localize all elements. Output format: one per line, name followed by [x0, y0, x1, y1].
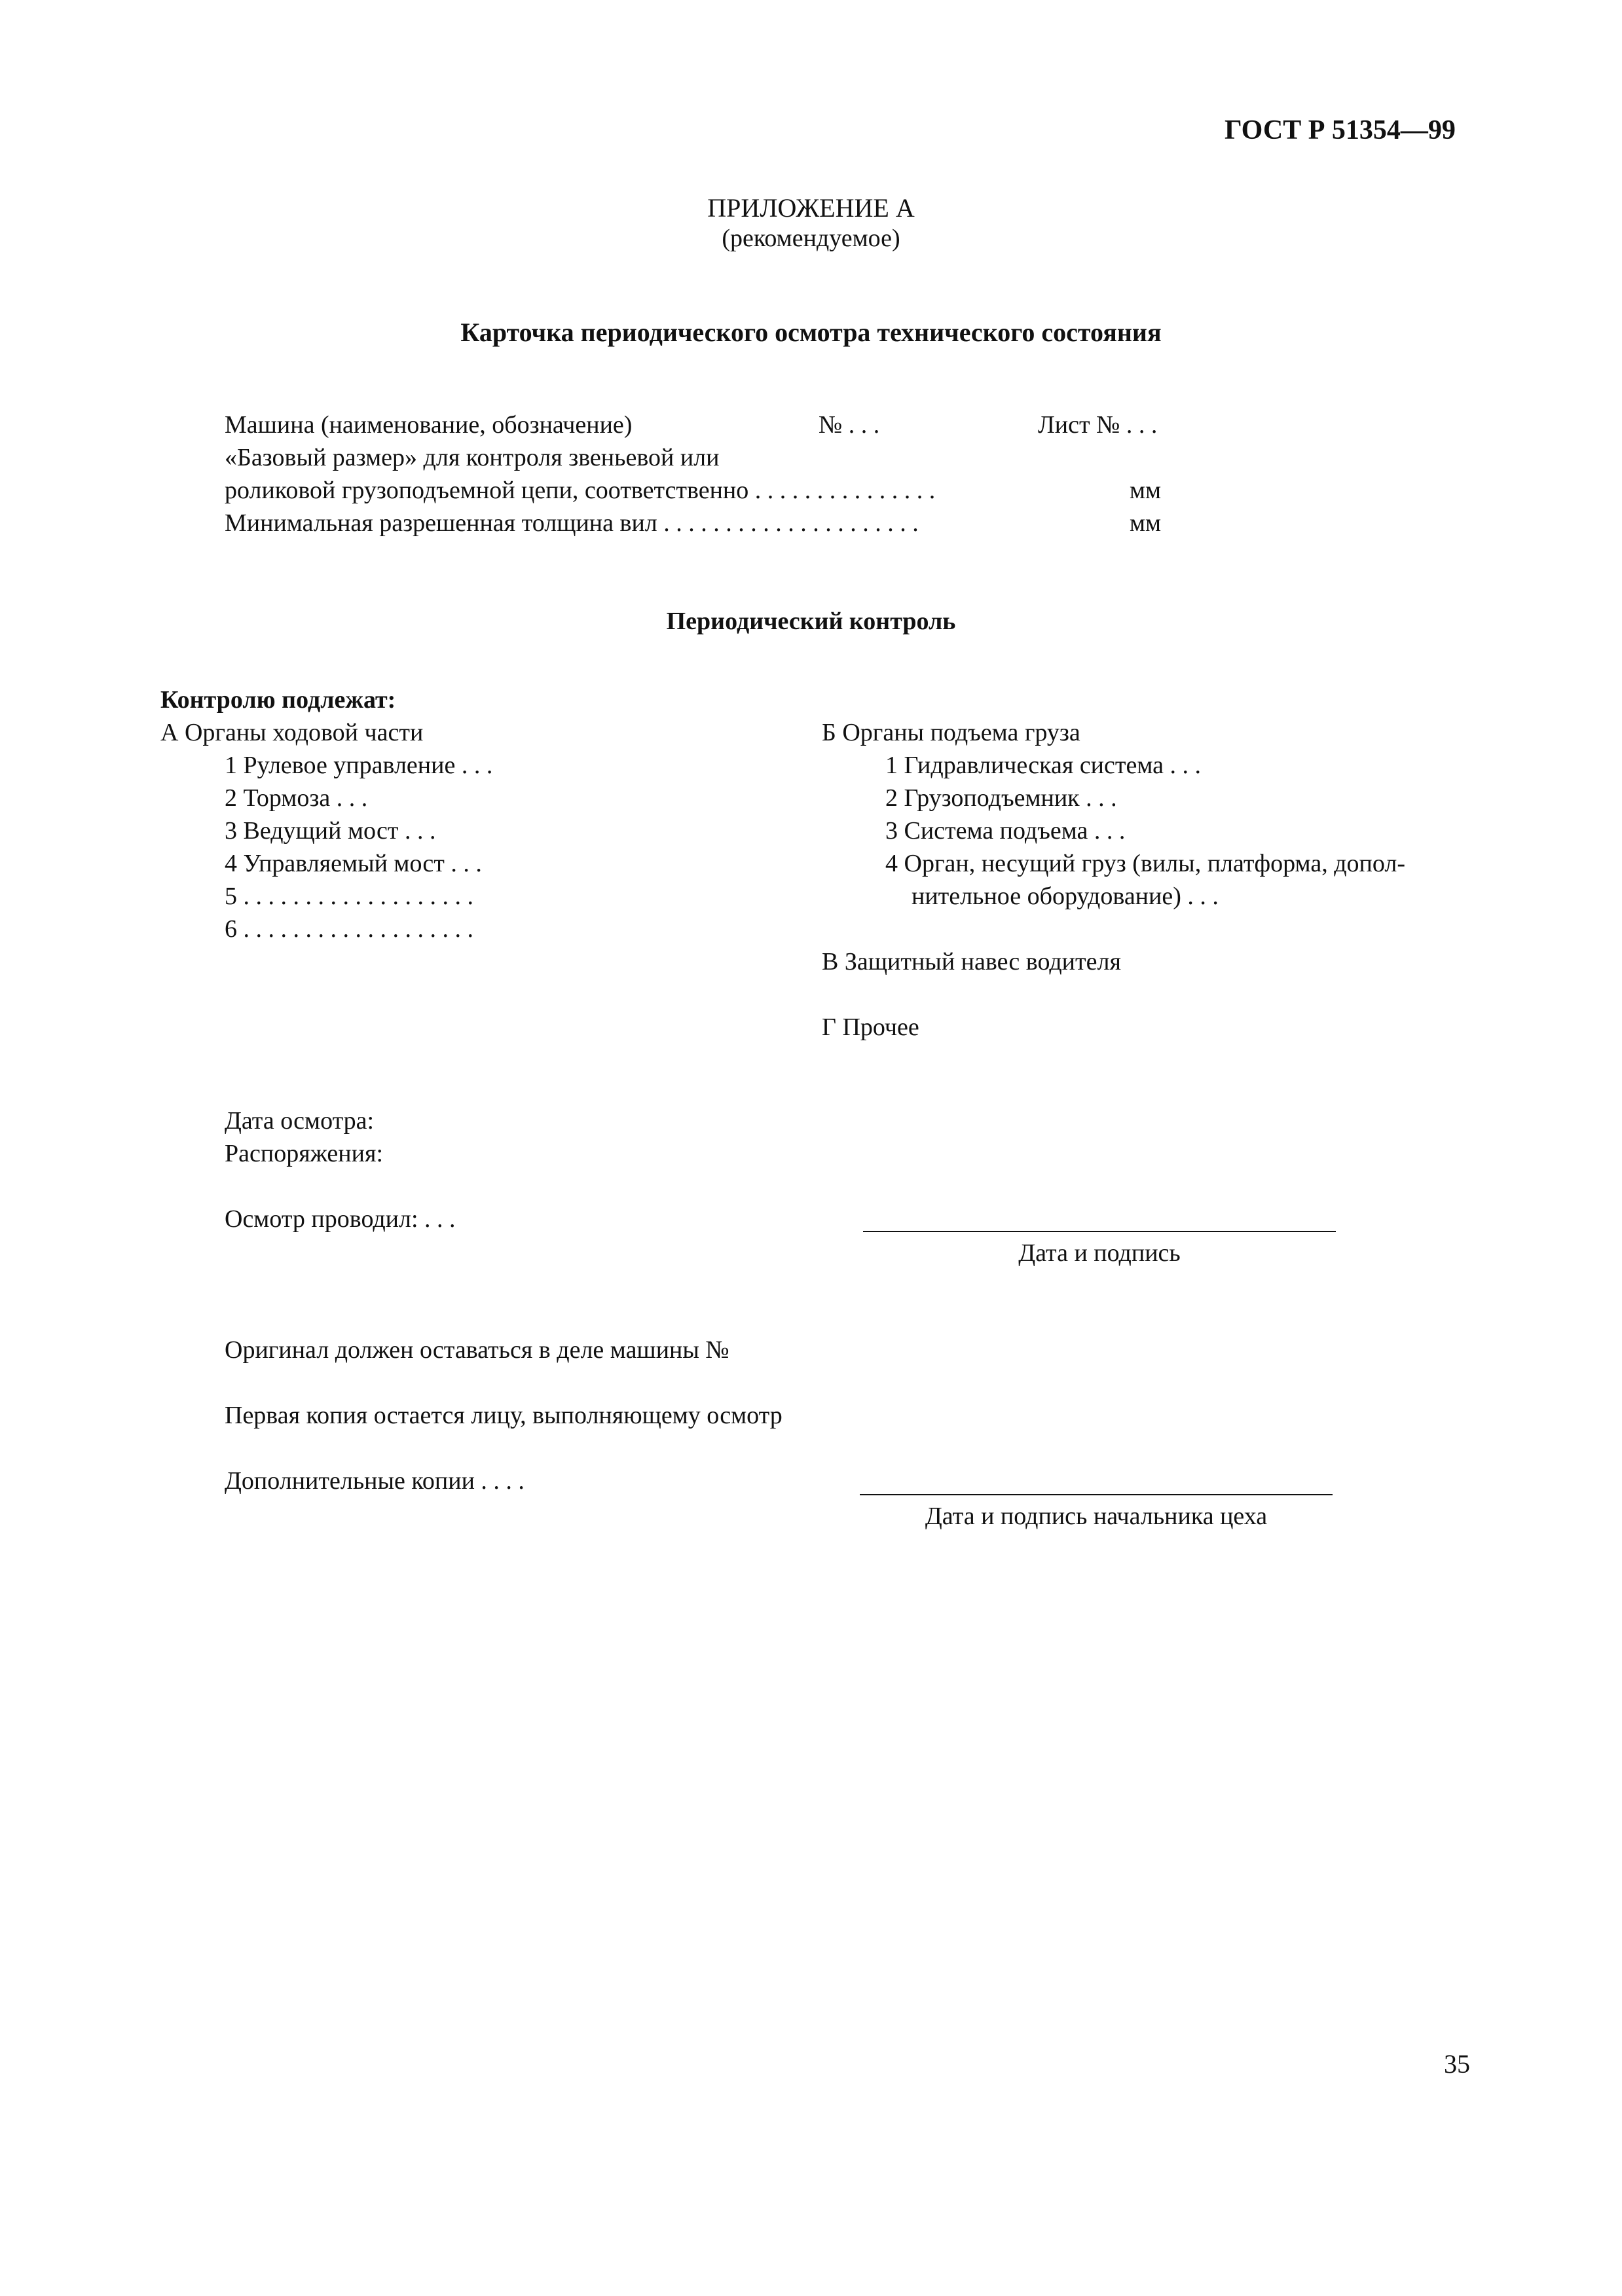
appendix-note: (рекомендуемое) [722, 225, 900, 252]
card-title: Карточка периодического осмотра технического состояния [460, 318, 1162, 347]
page-number: 35 [1444, 2049, 1470, 2079]
group-b-item: 2 Грузоподъемник . . . [885, 784, 1117, 812]
group-b-item-continuation: нительное оборудование) . . . [912, 883, 1219, 910]
sheet-number-field: Лист № . . . [1038, 411, 1158, 439]
base-size-label-line1: «Базовый размер» для контроля звеньевой или [225, 444, 720, 471]
min-fork-thickness-label: Минимальная разрешенная толщина вил . . . . . . . . . . . . . . . . . . . . . [225, 509, 919, 537]
group-b-item: 3 Система подъема . . . [885, 817, 1126, 845]
group-a-title: А Органы ходовой части [160, 719, 424, 746]
date-signature-caption: Дата и подпись [1018, 1239, 1181, 1267]
group-a-item: 4 Управляемый мост . . . [225, 850, 482, 877]
group-g-title: Г Прочее [822, 1013, 919, 1041]
base-size-unit: мм [1130, 477, 1162, 504]
group-a-item: 6 . . . . . . . . . . . . . . . . . . . [225, 915, 473, 943]
group-a-item: 2 Тормоза . . . [225, 784, 368, 812]
group-b-item: 1 Гидравлическая система . . . [885, 752, 1202, 779]
head-signature-caption: Дата и подпись начальника цеха [925, 1503, 1268, 1530]
group-a-item: 3 Ведущий мост . . . [225, 817, 436, 845]
appendix-title: ПРИЛОЖЕНИЕ А [707, 193, 915, 223]
original-note: Оригинал должен оставаться в деле машины № [225, 1336, 729, 1364]
group-b-item: 4 Орган, несущий груз (вилы, платформа, допол- [885, 850, 1405, 877]
group-a-item: 5 . . . . . . . . . . . . . . . . . . . [225, 883, 473, 910]
control-heading: Контролю подлежат: [160, 686, 396, 714]
machine-number-field: № . . . [819, 411, 880, 439]
group-a-item: 1 Рулевое управление . . . [225, 752, 493, 779]
signature-line [863, 1231, 1336, 1232]
first-copy-note: Первая копия остается лицу, выполняющему осмотр [225, 1402, 783, 1429]
inspection-date-label: Дата осмотра: [225, 1107, 375, 1135]
standard-code: ГОСТ Р 51354—99 [1225, 115, 1456, 145]
orders-label: Распоряжения: [225, 1140, 384, 1167]
min-fork-thickness-unit: мм [1130, 509, 1162, 537]
section-title: Периодический контроль [666, 608, 956, 635]
group-b-title: Б Органы подъема груза [822, 719, 1080, 746]
machine-field-label: Машина (наименование, обозначение) [225, 411, 633, 439]
head-signature-line [860, 1494, 1333, 1495]
group-v-title: В Защитный навес водителя [822, 948, 1121, 975]
base-size-label-line2: роликовой грузоподъемной цепи, соответственно . . . . . . . . . . . . . . . [225, 477, 936, 504]
inspected-by-label: Осмотр проводил: . . . [225, 1205, 456, 1233]
extra-copies-label: Дополнительные копии . . . . [225, 1467, 525, 1495]
